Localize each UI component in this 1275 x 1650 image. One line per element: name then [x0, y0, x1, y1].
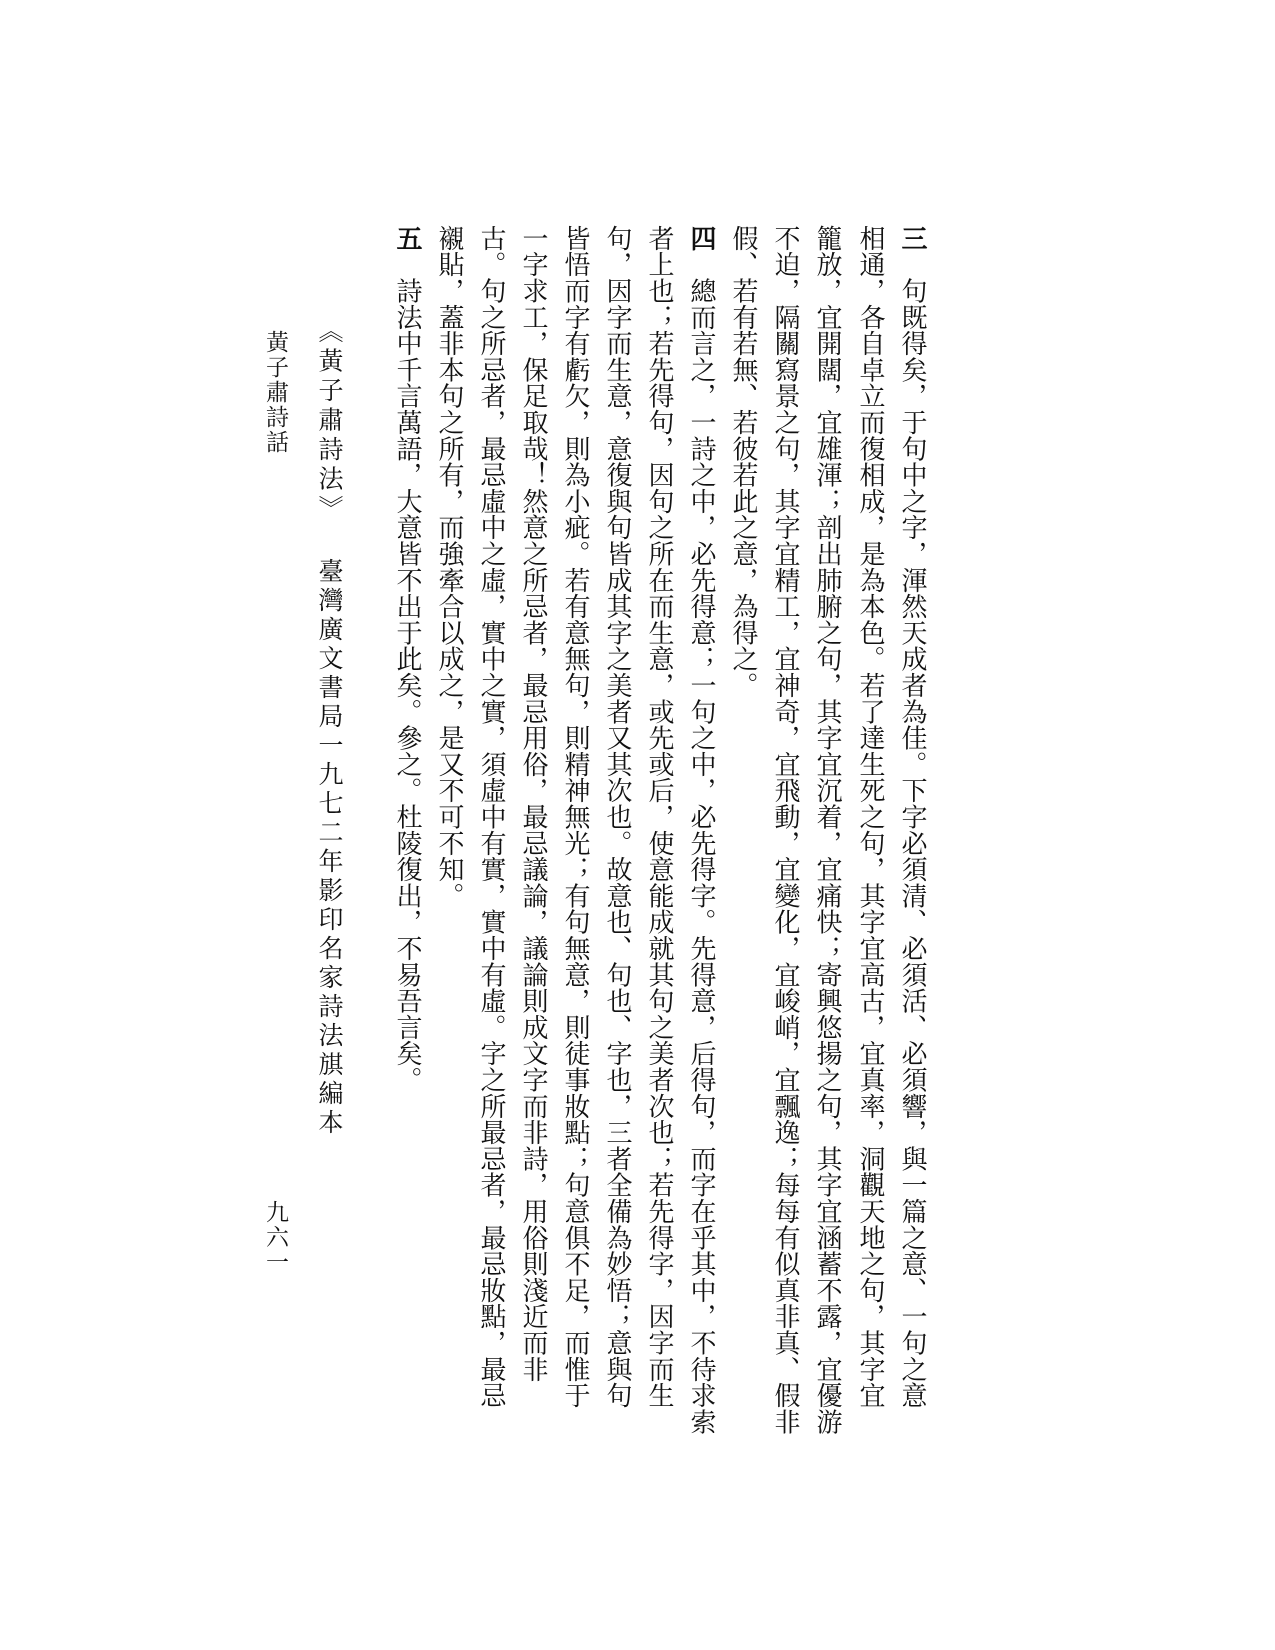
section-4-line-1: 四 總而言之，一詩之中，必先得意；一句之中，必先得字。先得意，后得句，而字在乎其中，不待求索 [686, 225, 716, 1435]
section-number: 三 [897, 225, 927, 252]
section-number: 五 [392, 225, 422, 252]
section-3-line-4: 不迫，隔關寫景之句，其字宜精工，宜神奇，宜飛動，宜變化，宜峻峭，宜飄逸；每每有似真非真、假非 [770, 225, 800, 1435]
running-title: 黃子肅詩話 [262, 330, 288, 455]
section-4-line-4: 皆悟而字有虧欠，則為小疵。若有意無句，則精神無光；有句無意，則徒事妝點；句意俱不足，而惟于 [560, 225, 590, 1409]
section-5-line-1: 五 詩法中千言萬語，大意皆不出于此矣。參之。杜陵復出，不易吾言矣。 [392, 225, 422, 1093]
section-4-line-5: 一字求工，保足取哉！然意之所忌者，最忌用俗，最忌議論，議論則成文字而非詩，用俗則淺近而非 [518, 225, 548, 1383]
section-3-line-3: 籠放，宜開闊，宜雄渾；剖出肺腑之句，其字宜沉着，宜痛快；寄興悠揚之句，其字宜涵蓄不露，宜優游 [812, 225, 842, 1435]
section-3-line-2: 相通，各自卓立而復相成，是為本色。若了達生死之句，其字宜高古，宜真率，洞觀天地之句，其字宜 [855, 225, 885, 1409]
section-4-line-2: 者上也；若先得句，因句之所在而生意，或先或后，使意能成就其句之美者次也；若先得字，因字而生 [644, 225, 674, 1409]
section-number: 四 [686, 225, 716, 252]
section-3-line-5: 假、若有若無、若彼若此之意，為得之。 [728, 225, 758, 699]
section-4-line-3: 句，因字而生意，意復與句皆成其字之美者又其次也。故意也、句也、字也，三者全備為妙悟；意與句 [602, 225, 632, 1409]
page-number: 九六一 [262, 1200, 288, 1275]
section-4-line-6: 古。句之所忌者，最忌虛中之虛，實中之實，須虛中有實，實中有虛。字之所最忌者，最忌妝點，最忌 [476, 225, 506, 1409]
source-title: 《黃子肅詩法》 [315, 318, 344, 525]
source-publisher: 臺灣廣文書局一九七二年影印名家詩法𣄃編本 [315, 558, 344, 1138]
section-3-line-1: 三 句既得矣，于句中之字，渾然天成者為佳。下字必須清、必須活、必須響，與一篇之意、一句之意 [897, 225, 927, 1409]
section-4-line-7: 襯貼，蓋非本句之所有，而強牽合以成之，是又不可不知。 [434, 225, 464, 909]
